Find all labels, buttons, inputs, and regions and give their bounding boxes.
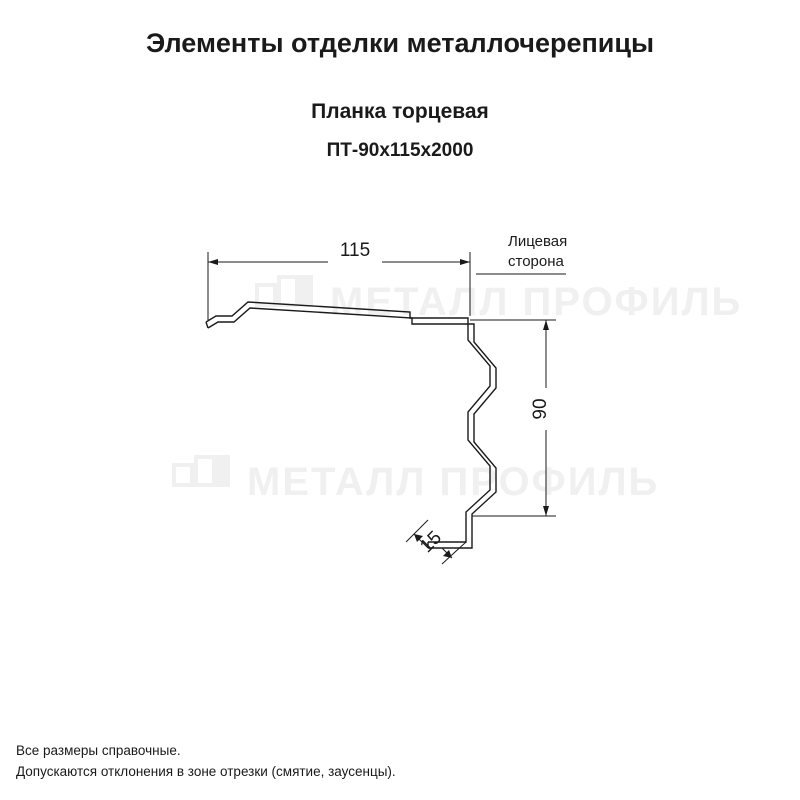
svg-text:МЕТАЛЛ ПРОФИЛЬ: МЕТАЛЛ ПРОФИЛЬ (330, 280, 743, 324)
technical-drawing (0, 190, 800, 610)
face-label-line1: Лицевая (508, 233, 568, 250)
ext-line-lip-1 (442, 542, 466, 564)
dimension-label-15: 15 (416, 527, 447, 558)
face-label-line2: сторона (508, 253, 564, 270)
product-code: ПТ-90х115х2000 (326, 140, 474, 161)
page-title: Элементы отделки металлочерепицы (145, 28, 655, 58)
footnote-line-1: Все размеры справочные. (16, 743, 181, 758)
product-name: Планка торцевая (311, 100, 489, 123)
svg-text:МЕТАЛЛ ПРОФИЛЬ: МЕТАЛЛ ПРОФИЛЬ (247, 460, 660, 504)
dimension-label-90: 90 (530, 398, 551, 420)
dimension-label-115: 115 (339, 240, 371, 261)
footnotes (16, 740, 396, 782)
footnote-line-2: Допускаются отклонения в зоне отрезки (смятие, заусенцы). (16, 764, 396, 779)
